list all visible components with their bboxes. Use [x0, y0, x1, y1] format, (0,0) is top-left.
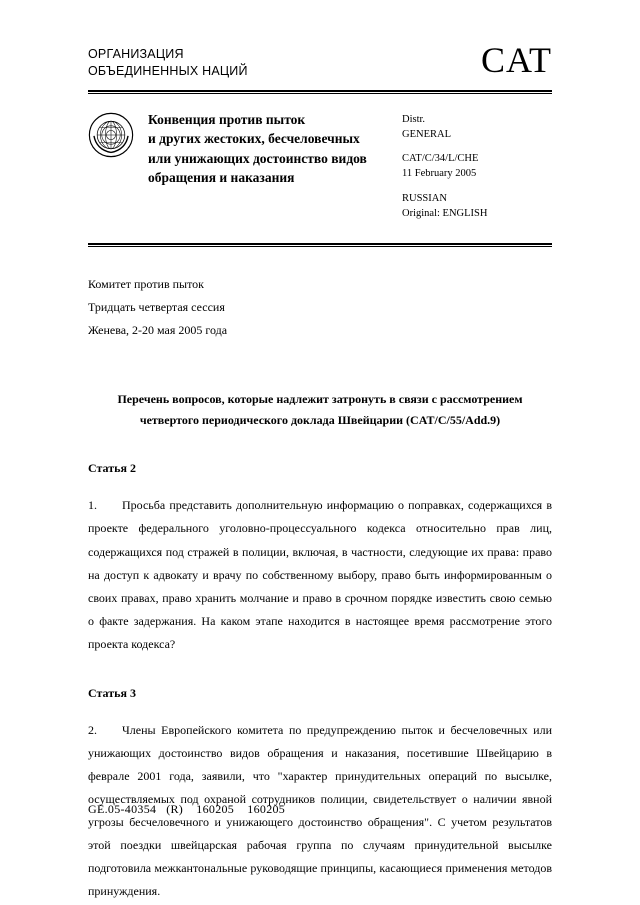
convention-title [148, 108, 396, 188]
masthead-rule-thick [88, 90, 552, 92]
footer-job-number: GE.05-40354 (R) 160205 160205 [88, 802, 286, 816]
distr-gap-2 [402, 182, 552, 191]
document-date: 11 February 2005 [402, 168, 477, 180]
convention-title-line1: Конвенция против пыток [148, 111, 306, 127]
title-block [88, 94, 552, 229]
convention-title-line3: или унижающих достоинство видов [148, 150, 367, 166]
committee-name: Комитет против пыток [88, 277, 205, 292]
distr-gap-1 [402, 142, 552, 151]
document-original-language: Original: ENGLISH [402, 207, 488, 219]
document-heading-line2: четвертого периодического доклада Швейцарии (CAT/C/55/Add.9) [139, 413, 501, 428]
document-heading-line1: Перечень вопросов, которые надлежит затронуть в связи с рассмотрением [117, 392, 523, 407]
paragraph-1-number: 1. [88, 498, 97, 513]
convention-title-line4: обращения и наказания [148, 170, 295, 186]
organization-name [88, 40, 248, 80]
committee-block [88, 273, 552, 341]
distr-label: Distr. [402, 113, 426, 125]
convention-title-line2: и других жестоких, бесчеловечных [148, 131, 360, 147]
distr-value: GENERAL [402, 128, 451, 140]
title-rule-thin [88, 246, 552, 247]
paragraph-2-number: 2. [88, 722, 97, 737]
document-footer [88, 802, 285, 817]
section-title-article-2: Статья 2 [88, 461, 136, 476]
document-heading [88, 389, 552, 431]
organization-name-line1: ОРГАНИЗАЦИЯ [88, 47, 184, 61]
paragraph-2-text: Члены Европейского комитета по предупреждению пыток и бесчеловечных или унижающих достоинство видов обращения и наказания, посетившие Швейцарию в феврале 2001 года, заявили, что "характер принудительных операций по высылке, осуществляемых под охраной сотрудников полиции, свидетельствует о наличии явной угрозы бесчеловечного и унижающего достоинство обращения". С учетом результатов этой поездки швейцарская рабочая группа по случаям принудительной высылке подготовила межкантональные руководящие принципы, касающиеся применения методов принуждения. [88, 722, 552, 898]
organization-name-line2: ОБЪЕДИНЕННЫХ НАЦИЙ [88, 63, 248, 78]
document-symbol: CAT [480, 40, 552, 80]
title-rule-thick [88, 243, 552, 245]
section-title-article-3: Статья 3 [88, 685, 136, 700]
paragraph-1-text: Просьба представить дополнительную информацию о поправках, содержащихся в проекте федерального уголовно-процессуального кодекса относительно прав лиц, содержащихся под стражей в полиции, включая, в частности, следующие их права: право на доступ к адвокату и врачу по собственному выбору, право быть информированным о своих правах, право хранить молчание и право в срочном порядке известить свою семью о факте задержания. На каком этапе находится в настоящее время рассмотрение этого проекта кодекса? [88, 498, 552, 651]
session-location-dates: Женева, 2-20 мая 2005 года [88, 322, 228, 337]
document-content [88, 40, 552, 903]
document-reference-symbol: CAT/C/34/L/CHE [402, 153, 479, 165]
session-number: Тридцать четвертая сессия [88, 299, 225, 314]
paragraph-1 [88, 494, 552, 655]
distribution-block [396, 108, 552, 221]
un-emblem-icon [88, 112, 134, 158]
masthead [88, 40, 552, 80]
document-language: RUSSIAN [402, 192, 447, 204]
